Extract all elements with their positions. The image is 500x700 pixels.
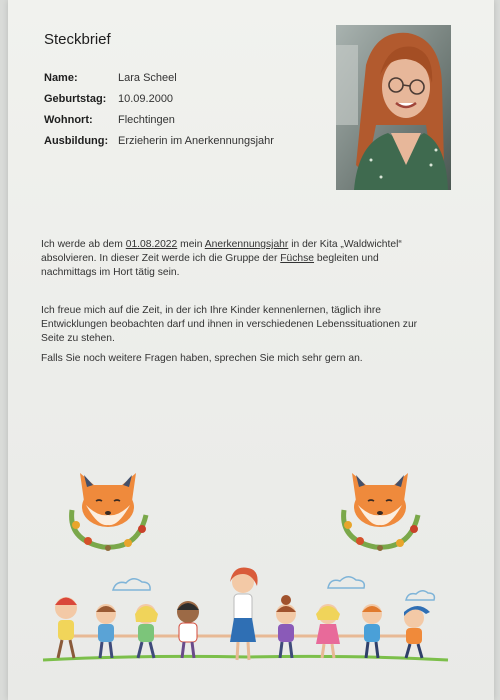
children-holding-hands-illustration [38, 560, 458, 675]
paragraph2-line-2: Entwicklungen beobachten darf und ihnen in verschiedenen Lebenssituationen zur [41, 319, 418, 330]
start-date: 01.08.2022 [125, 239, 178, 250]
page-title: Steckbrief [44, 31, 111, 48]
intro-line-3: nachmittags im Hort tätig sein. [41, 267, 180, 278]
child-figure [135, 604, 158, 658]
intro-text-1: Ich werde ab dem [41, 239, 126, 250]
recognition-year: Anerkennungsjahr [204, 239, 289, 250]
intro-paragraph [41, 238, 441, 280]
residence-value: Flechtingen [118, 114, 175, 126]
group-name: Füchse [280, 253, 315, 264]
cloud-icon [113, 577, 434, 600]
birthday-value: 10.09.2000 [118, 93, 174, 105]
intro-line-1 [41, 238, 441, 252]
intro-line-2 [41, 252, 441, 266]
profile-details [44, 72, 274, 156]
birthday-row [44, 93, 274, 114]
paragraph2-line-3: Seite zu stehen. [41, 333, 115, 344]
training-label: Ausbildung: [44, 135, 109, 147]
grass-line [43, 656, 448, 660]
child-figure [276, 595, 296, 658]
fox-icon-right [330, 455, 430, 555]
document-page [8, 0, 494, 700]
fox-icon [58, 455, 158, 555]
child-figure [177, 601, 199, 658]
intro-text-3: in der Kita „Waldwichtel“ [288, 239, 402, 250]
training-value: Erzieherin im Anerkennungsjahr [118, 135, 274, 147]
child-figure [404, 606, 430, 658]
intro-text-2: mein [177, 239, 205, 250]
portrait-image [336, 25, 451, 190]
name-row [44, 72, 274, 93]
intro-text-5: begleiten und [314, 253, 379, 264]
paragraph2-line-1: Ich freue mich auf die Zeit, in der ich Ihre Kinder kennenlernen, täglich ihre [41, 305, 381, 316]
name-value: Lara Scheel [118, 72, 177, 84]
child-figure [96, 604, 116, 658]
residence-label: Wohnort: [44, 114, 93, 126]
closing-line: Falls Sie noch weitere Fragen haben, sprechen Sie mich sehr gern an. [41, 353, 363, 364]
intro-text-4: absolvieren. In dieser Zeit werde ich die Gruppe der [41, 253, 281, 264]
name-label: Name: [44, 72, 78, 84]
birthday-label: Geburtstag: [44, 93, 107, 105]
residence-row [44, 114, 274, 135]
profile-photo [336, 25, 451, 190]
child-figure [55, 597, 77, 658]
child-figure [316, 604, 340, 658]
teacher-figure [230, 568, 258, 660]
training-row [44, 135, 274, 156]
child-figure [362, 604, 382, 658]
second-paragraph [41, 304, 441, 346]
